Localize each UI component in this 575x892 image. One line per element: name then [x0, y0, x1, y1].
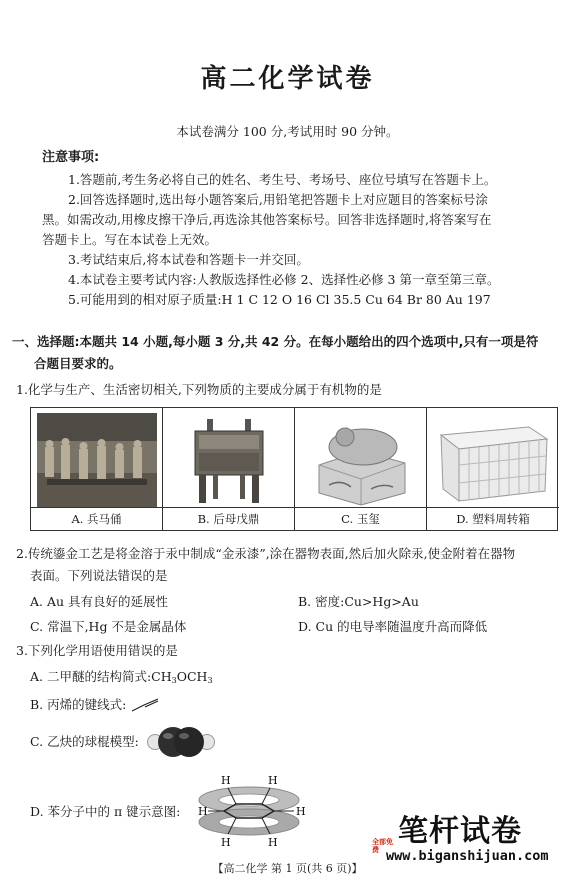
subscript-3: 3 [171, 676, 177, 685]
watermark-brand: 笔杆试卷 [398, 814, 522, 849]
hydrogen-label: H [221, 774, 231, 787]
bronze-ding-image [169, 413, 289, 507]
notice-line-5: 3.考试结束后,将本试卷和答题卡一并交回。 [68, 252, 309, 267]
q1-stem: 1.化学与生产、生活密切相关,下列物质的主要成分属于有机物的是 [16, 382, 382, 397]
q1-option-d-cell [427, 408, 559, 530]
hydrogen-label: H [221, 836, 231, 849]
q3-stem: 3.下列化学用语使用错误的是 [16, 643, 178, 658]
notice-line-7: 5.可能用到的相对原子质量:H 1 C 12 O 16 Cl 35.5 Cu 64 Br 80 Au 197 [68, 292, 491, 307]
hydrogen-label: H [268, 836, 278, 849]
propene-skeletal-formula-icon [130, 697, 160, 713]
q1-option-a-label: A. 兵马俑 [31, 507, 162, 530]
exam-title: 高二化学试卷 [200, 64, 375, 94]
q1-option-b-label: B. 后母戊鼎 [163, 507, 294, 530]
notice-line-2: 2.回答选择题时,选出每小题答案后,用铅笔把答题卡上对应题目的答案标号涂 [68, 192, 488, 207]
q2-option-a: A. Au 具有良好的延展性 [30, 594, 169, 609]
q1-option-b-cell [163, 408, 295, 530]
q1-option-c-label: C. 玉玺 [295, 507, 426, 530]
section1-line-2: 合题目要求的。 [34, 356, 122, 371]
q3-option-a [30, 669, 213, 689]
jade-seal-image [301, 413, 421, 507]
q1-option-c-cell [295, 408, 427, 530]
plastic-crate-image [433, 413, 553, 507]
subscript-3: 3 [207, 676, 213, 685]
q3-option-b-text: B. 丙烯的键线式: [30, 697, 127, 712]
q3-option-a-text: A. 二甲醚的结构简式:CH [30, 669, 172, 684]
notice-line-6: 4.本试卷主要考试内容:人教版选择性必修 2、选择性必修 3 第一章至第三章。 [68, 272, 500, 287]
benzene-pi-bond-diagram [184, 770, 314, 850]
notice-line-3: 黑。如需改动,用橡皮擦干净后,再选涂其他答案标号。回答非选择题时,将答案写在 [42, 212, 492, 227]
q3-option-c-text: C. 乙炔的球棍模型: [30, 734, 139, 749]
q3-option-b [30, 697, 126, 713]
page-footer: 【高二化学 第 1 页(共 6 页)】 [212, 862, 363, 875]
hydrogen-label: H [296, 805, 306, 818]
notice-line-4: 答题卡上。写在本试卷上无效。 [42, 232, 218, 247]
q1-options-table [30, 407, 558, 531]
q3-option-d [30, 804, 180, 820]
q2-stem-line-1: 2.传统鎏金工艺是将金溶于汞中制成“金汞漆”,涂在器物表面,然后加火除汞,使金附着在器物 [16, 546, 516, 561]
q2-option-d: D. Cu 的电导率随温度升高而降低 [298, 619, 488, 634]
q2-option-c: C. 常温下,Hg 不是金属晶体 [30, 619, 187, 634]
hydrogen-label: H [268, 774, 278, 787]
q2-stem-line-2: 表面。下列说法错误的是 [30, 568, 168, 583]
terracotta-army-image [37, 413, 157, 507]
hydrogen-label: H [198, 805, 208, 818]
acetylene-ball-stick-model-icon [146, 723, 216, 761]
q1-option-a-cell [31, 408, 163, 530]
notice-line-1: 1.答题前,考生务必将自己的姓名、考生号、考场号、座位号填写在答题卡上。 [68, 172, 497, 187]
exam-intro: 本试卷满分 100 分,考试用时 90 分钟。 [176, 124, 399, 139]
q3-option-d-text: D. 苯分子中的 π 键示意图: [30, 804, 181, 819]
q3-option-c [30, 734, 139, 750]
section1-line-1: 一、选择题:本题共 14 小题,每小题 3 分,共 42 分。在每小题给出的四个选项中,只有一项是符 [12, 334, 539, 349]
q1-option-d-label: D. 塑料周转箱 [427, 507, 559, 530]
watermark-url: www.biganshijuan.com [386, 848, 549, 864]
watermark-free-badge: 全部免费 [372, 838, 393, 854]
q2-option-b: B. 密度:Cu>Hg>Au [298, 594, 419, 609]
q3-option-a-text-mid: OCH [176, 669, 208, 684]
notice-heading: 注意事项: [42, 150, 100, 165]
